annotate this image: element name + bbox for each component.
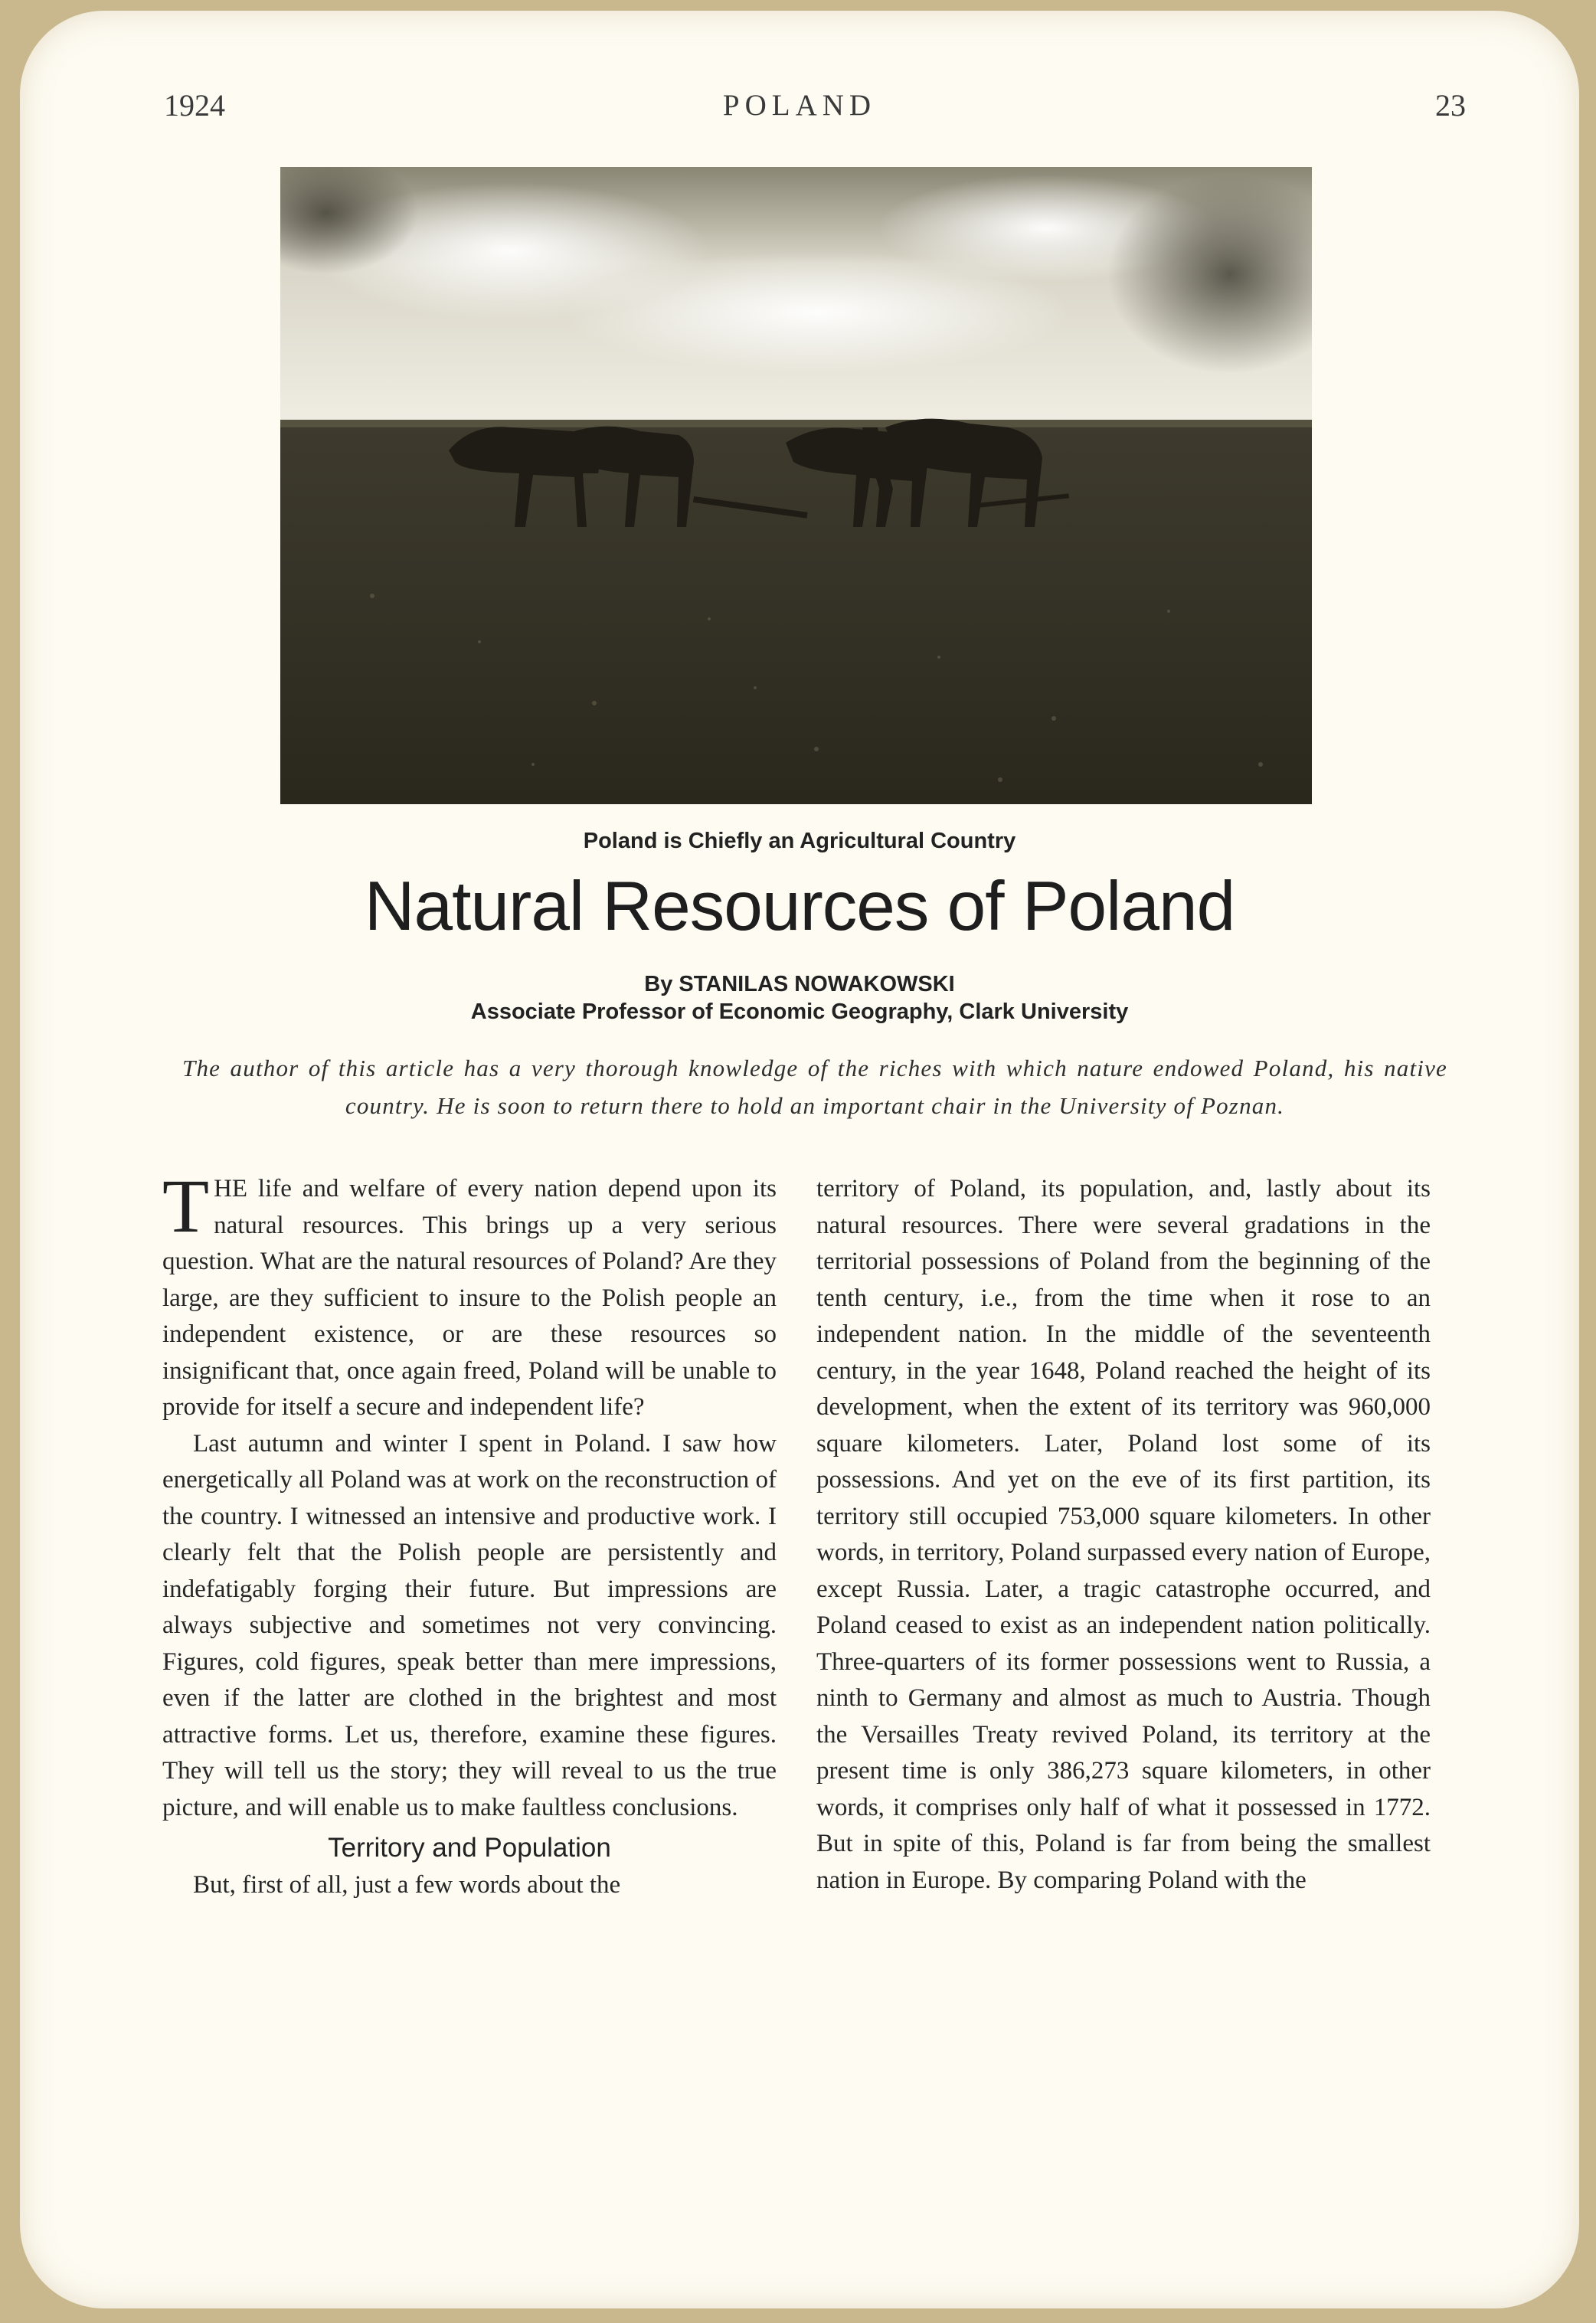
article-introduction: The author of this article has a very thorough knowledge of the riches with which nature endowed Poland, his native country. He is soon to return there to hold an important chair in the University of Poznan. [182,1055,1447,1119]
section-heading: Territory and Population [328,1833,611,1863]
page-sheet [20,11,1579,2308]
photo-caption: Poland is Chiefly an Agricultural Country [583,829,1016,853]
text-column-right [816,1171,1431,1899]
text-column-left [162,1163,777,1904]
running-head-journal-title: POLAND [722,89,877,122]
article-title: Natural Resources of Poland [364,868,1235,945]
agricultural-photograph [280,167,1312,804]
drop-cap: T [162,1163,210,1248]
paragraph-3-start: But, first of all, just a few words about the [193,1871,621,1899]
page-number: 23 [1435,88,1466,123]
paragraph-1-text: HE life and welfare of every nation depend upon its natural resources. This brings up a very serious question. What are the natural resources of Poland? Are they large, are they sufficient to insure to the Polish people an independent existence, or are these resources so insignificant that, once again freed, Poland will be unable to provide for itself a secure and independent life? [162,1175,777,1421]
paragraph-1 [162,1163,777,1426]
author-affiliation: Associate Professor of Economic Geography, Clark University [470,1000,1129,1024]
paragraph-3-continued: territory of Poland, its population, and, lastly about its natural resources. There were several gradations in the territorial possessions of Poland from the beginning of the tenth century, i.e., from the time when it rose to an independent nation. In the middle of the seventeenth century, in the year 1648, Poland reached the height of its development, when the extent of its territory was 960,000 square kilometers. Later, Poland lost some of its possessions. And yet on the eve of its first partition, its territory still occupied 753,000 square kilometers. In other words, in territory, Poland surpassed every nation of Europe, except Russia. Later, a tragic catastrophe occurred, and Poland ceased to exist as an independent nation politically. Three-quarters of its former possessions went to Russia, a ninth to Germany and almost as much to Austria. Though the Versailles Treaty revived Poland, its territory at the present time is only 386,273 square kilometers, in other words, it comprises only half of what it possessed in 1772. But in spite of this, Poland is far from being the smallest nation in Europe. By comparing Poland with the [816,1175,1431,1894]
article-byline-block [20,970,1579,1026]
paragraph-2: Last autumn and winter I spent in Poland. I saw how energetically all Poland was at work on the reconstruction of the country. I witnessed an intensive and productive work. I clearly felt that the Polish people are persistently and indefatigably forging their future. But impressions are always subjective and sometimes not very convincing. Figures, cold figures, speak better than mere impressions, even if the latter are clothed in the brightest and most attractive forms. Let us, therefore, examine these figures. They will tell us the story; they will reveal to us the true picture, and will enable us to make faultless conclusions. [162,1429,777,1821]
author-name: By STANILAS NOWAKOWSKI [644,972,955,996]
running-head-year: 1924 [164,88,225,123]
